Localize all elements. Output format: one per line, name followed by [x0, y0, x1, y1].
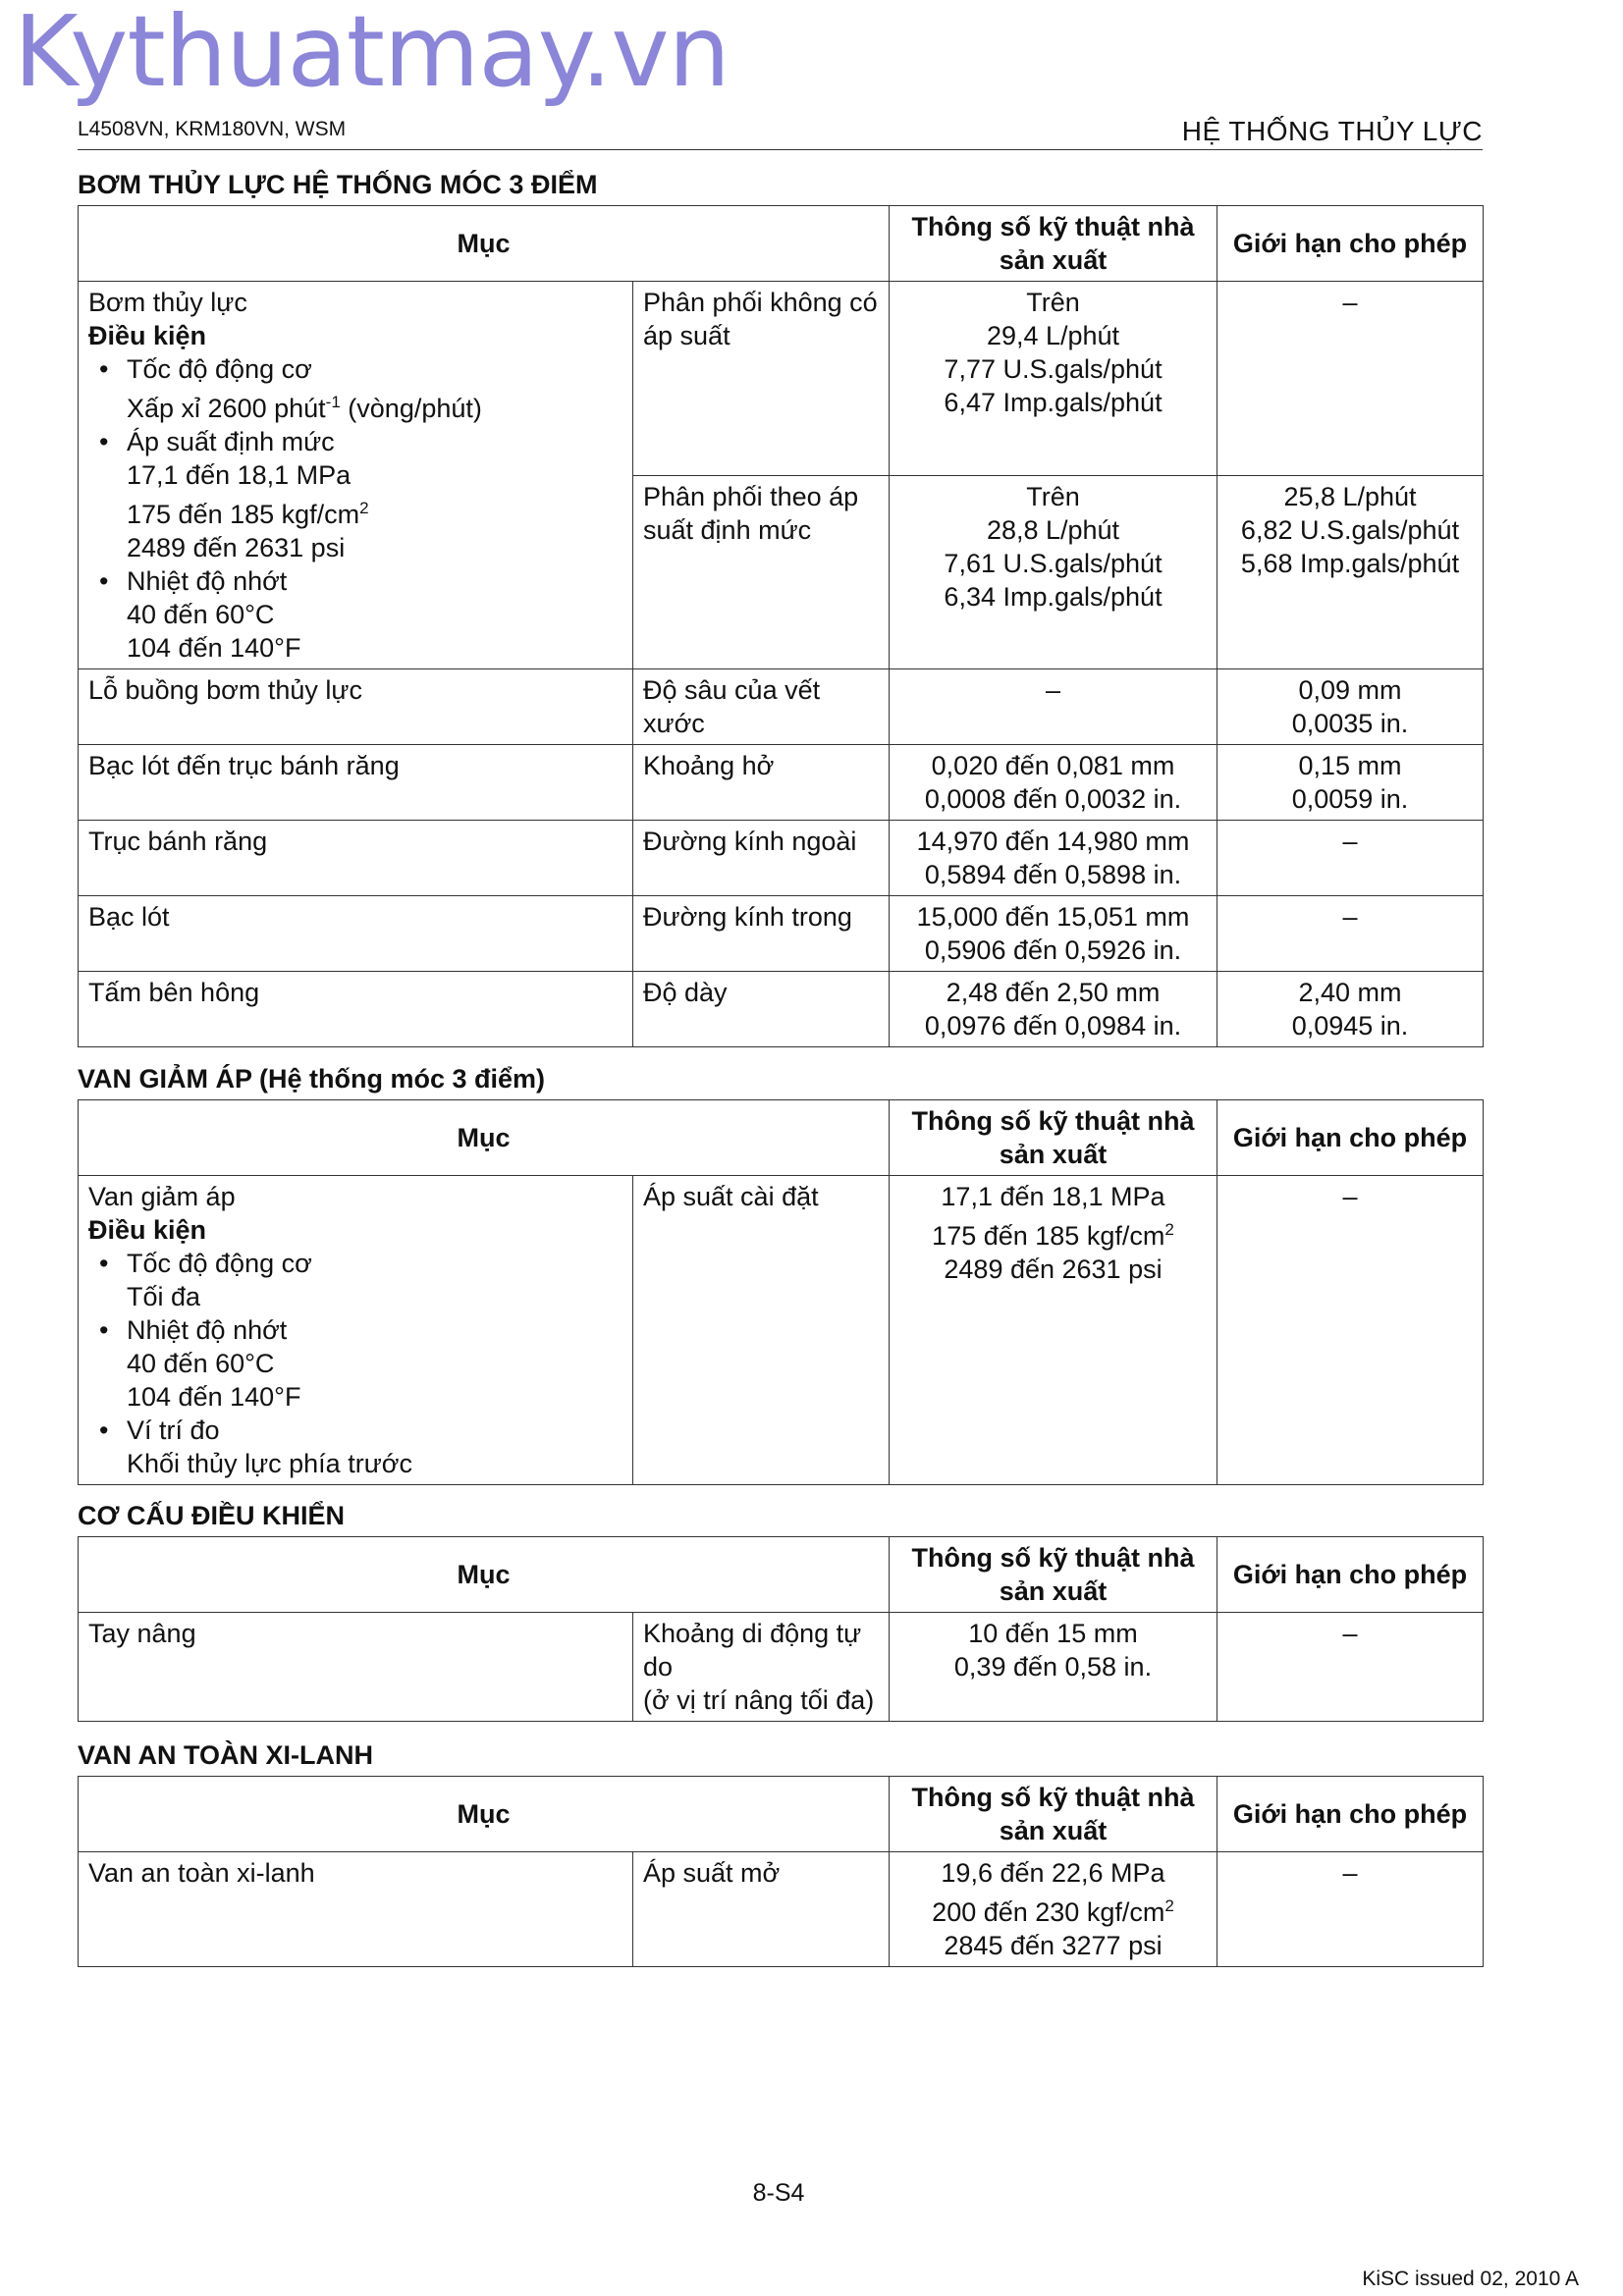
safety-limit: –: [1217, 1852, 1484, 1967]
watermark-logo: Kythuatmay.vn: [14, 0, 730, 109]
table-row: [79, 1176, 1484, 1485]
col-header-spec: Thông số kỹ thuật nhà sản xuất: [890, 1100, 1217, 1176]
conditions-label: Điều kiện: [88, 321, 207, 350]
safety-item: Van an toàn xi-lanh: [79, 1852, 633, 1967]
pressure-mpa: 17,1 đến 18,1 MPa: [127, 460, 352, 490]
page-number: 8-S4: [752, 2179, 805, 2207]
relief-param: Áp suất cài đặt: [633, 1176, 890, 1485]
col-header-item: Mục: [79, 1777, 890, 1852]
pump-spec-table: [78, 205, 1484, 1047]
temp-f: 104 đến 140°F: [127, 633, 301, 663]
flow-noload-limit: –: [1217, 282, 1484, 476]
row-item: Bạc lót: [79, 896, 633, 972]
table-row: [79, 896, 1484, 972]
row-limit: 0,15 mm 0,0059 in.: [1217, 745, 1484, 821]
row-limit: –: [1217, 896, 1484, 972]
relief-spec-table: [78, 1099, 1484, 1485]
col-header-limit: Giới hạn cho phép: [1217, 1100, 1484, 1176]
row-limit: 0,09 mm 0,0035 in.: [1217, 669, 1484, 745]
pump-conditions-cell: [79, 282, 633, 669]
temp-label: • Nhiệt độ nhớt: [88, 564, 622, 598]
table-row: [79, 972, 1484, 1047]
section-title-safety: VAN AN TOÀN XI-LANH: [78, 1740, 373, 1770]
table-row: [79, 821, 1484, 896]
row-param: Đường kính ngoài: [633, 821, 890, 896]
relief-limit: –: [1217, 1176, 1484, 1485]
relief-conditions-cell: Van giảm áp Điều kiện • Tốc độ động cơ Tối đa • Nhiệt độ nhớt 40 đến 60°C 104 đến 140°F • Ví trí đo Khối thủy lực phía trước: [79, 1176, 633, 1485]
safety-spec-table: [78, 1776, 1484, 1967]
flow-noload-label: Phân phối không có áp suất: [633, 282, 890, 476]
section-title-control: CƠ CẤU ĐIỀU KHIỂN: [78, 1501, 346, 1530]
speed-value: Xấp xỉ 2600 phút$^{-1}$ (vòng/phút): [127, 393, 482, 423]
table-header-row: [79, 1100, 1484, 1176]
table-header-row: [79, 1777, 1484, 1852]
row-item: Lỗ buồng bơm thủy lực: [79, 669, 633, 745]
row-param: Độ dày: [633, 972, 890, 1047]
row-param: Đường kính trong: [633, 896, 890, 972]
row-spec: 15,000 đến 15,051 mm 0,5906 đến 0,5926 in.: [890, 896, 1217, 972]
row-item: Bạc lót đến trục bánh răng: [79, 745, 633, 821]
row-spec: 14,970 đến 14,980 mm 0,5894 đến 0,5898 in.: [890, 821, 1217, 896]
table-row: [79, 745, 1484, 821]
pressure-kgf: 175 đến 185 kgf/$cm^2$: [127, 499, 369, 529]
issue-note: KiSC issued 02, 2010 A: [1362, 2268, 1579, 2290]
safety-spec: 19,6 đến 22,6 MPa 200 đến 230 kgf/$cm^2$ 2845 đến 3277 psi: [890, 1852, 1217, 1967]
col-header-spec: Thông số kỹ thuật nhà sản xuất: [890, 1777, 1217, 1852]
control-param: Khoảng di động tự do (ở vị trí nâng tối đa): [633, 1613, 890, 1722]
pressure-label: • Áp suất định mức: [88, 425, 622, 458]
speed-label: • Tốc độ động cơ: [88, 352, 622, 386]
pump-name: Bơm thủy lực: [88, 288, 247, 317]
section-title-pump: BƠM THỦY LỰC HỆ THỐNG MÓC 3 ĐIỂM: [78, 170, 598, 199]
row-spec: –: [890, 669, 1217, 745]
header-rule: [78, 149, 1483, 150]
row-spec: 2,48 đến 2,50 mm 0,0976 đến 0,0984 in.: [890, 972, 1217, 1047]
col-header-limit: Giới hạn cho phép: [1217, 1537, 1484, 1613]
header-chapter: HỆ THỐNG THỦY LỰC: [1181, 116, 1483, 146]
flow-rated-spec: Trên 28,8 L/phút 7,61 U.S.gals/phút 6,34 Imp.gals/phút: [890, 475, 1217, 669]
flow-noload-spec: Trên 29,4 L/phút 7,77 U.S.gals/phút 6,47 Imp.gals/phút: [890, 282, 1217, 476]
table-row: [79, 1852, 1484, 1967]
col-header-limit: Giới hạn cho phép: [1217, 1777, 1484, 1852]
row-item: Trục bánh răng: [79, 821, 633, 896]
col-header-item: Mục: [79, 1537, 890, 1613]
col-header-limit: Giới hạn cho phép: [1217, 206, 1484, 282]
control-limit: –: [1217, 1613, 1484, 1722]
control-item: Tay nâng: [79, 1613, 633, 1722]
table-header-row: [79, 1537, 1484, 1613]
section-title-relief: VAN GIẢM ÁP (Hệ thống móc 3 điểm): [78, 1064, 546, 1094]
table-row: [79, 1613, 1484, 1722]
row-param: Khoảng hở: [633, 745, 890, 821]
row-limit: 2,40 mm 0,0945 in.: [1217, 972, 1484, 1047]
row-spec: 0,020 đến 0,081 mm 0,0008 đến 0,0032 in.: [890, 745, 1217, 821]
row-item: Tấm bên hông: [79, 972, 633, 1047]
control-spec: 10 đến 15 mm 0,39 đến 0,58 in.: [890, 1613, 1217, 1722]
table-row: [79, 669, 1484, 745]
table-header-row: [79, 206, 1484, 282]
col-header-spec: Thông số kỹ thuật nhà sản xuất: [890, 206, 1217, 282]
flow-rated-label: Phân phối theo áp suất định mức: [633, 475, 890, 669]
row-limit: –: [1217, 821, 1484, 896]
temp-c: 40 đến 60°C: [127, 600, 275, 629]
relief-spec: 17,1 đến 18,1 MPa 175 đến 185 kgf/$cm^2$ 2489 đến 2631 psi: [890, 1176, 1217, 1485]
col-header-item: Mục: [79, 1100, 890, 1176]
col-header-spec: Thông số kỹ thuật nhà sản xuất: [890, 1537, 1217, 1613]
header-models: L4508VN, KRM180VN, WSM: [78, 118, 347, 140]
col-header-item: Mục: [79, 206, 890, 282]
row-param: Độ sâu của vết xước: [633, 669, 890, 745]
safety-param: Áp suất mở: [633, 1852, 890, 1967]
flow-rated-limit: 25,8 L/phút 6,82 U.S.gals/phút 5,68 Imp.gals/phút: [1217, 475, 1484, 669]
control-spec-table: [78, 1536, 1484, 1722]
table-row: [79, 282, 1484, 476]
pressure-psi: 2489 đến 2631 psi: [127, 533, 346, 562]
